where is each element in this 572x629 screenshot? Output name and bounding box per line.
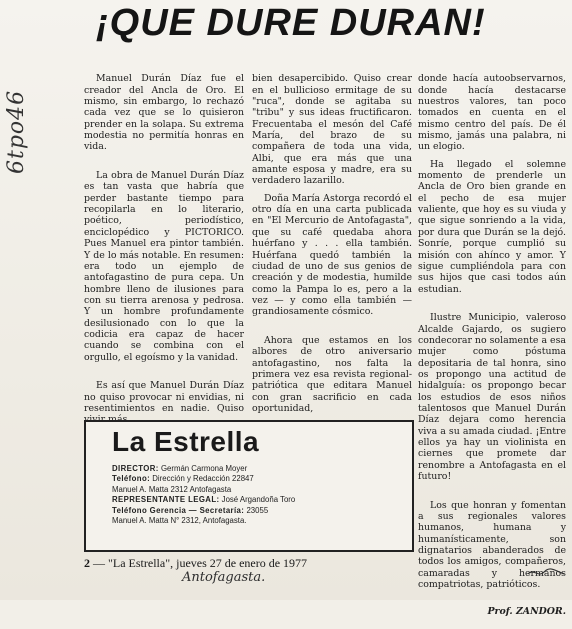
page-number: 2 [84,556,90,570]
handwritten-city-note: Antofagasta. [182,570,266,585]
headline: ¡QUE DURE DURAN! [96,2,486,44]
article-column-2 [252,62,412,426]
paragraph: Los que honran y fomentan a sus regionales valores humanos, humana y humanísticamente, son dignatarios abanderados de todos los amigos, compañeros, camaradas y hermanos compatriotas, patrióticos. [418,499,566,591]
page-dateline [84,556,414,571]
scribble-mark-icon [526,566,566,580]
newspaper-masthead-box [84,420,414,552]
masthead-line: REPRESENTANTE LEGAL: José Argandoña Toro [112,495,296,505]
newspaper-logo: La Estrella [112,426,260,457]
masthead-line: DIRECTOR: Germán Carmona Moyer [112,464,248,473]
paragraph: Ha llegado el solemne momento de prenderle un Ancla de Oro bien grande en el pecho de esa mujer valiente, que hoy es su viuda y que sigue sonriendo a la vida, por dura que Durán se la dejó. Sonríe, porque cumplió su misión con ahínco y amor. Y sigue cumpliéndola para con sus hijos que casi todos aún estudian. [418,158,566,295]
paragraph: Es así que Manuel Durán Díaz no quiso provocar ni envidias, ni resentimientos en nadie. Quiso [84,380,244,414]
article-column-1 [84,62,244,437]
handwritten-margin-note: 6tpo46 [4,89,29,174]
paragraph: La obra de Manuel Durán Díaz es tan vasta que habría que perder bastante tiempo para recopilarla en lo literario, poético, periodístico, enciclopédico y PICTORICO. Pues Manuel era pintor también. Y de lo más notable. En resumen: era todo un ejemplo de antofagastino de pura cepa. Un hombre lleno de ilusiones para con su tierra arenosa y pedrosa. Y un hombre profundamente desilusionado con lo que la codicia era capaz de hacer cuando se combina con el orgullo, el egoísmo y la vanidad. [84,170,244,363]
paragraph: bien desapercibido. Quiso crear en el bullicioso ermitage de su "ruca", donde se agitaba su "tribu" y sus ideas fructificaron. Frecuentaba el mesón del Café María, del brazo de su compañera de toda una vida, Albi, que era más que una amante esposa y madre, era su verdadero lazarillo. [252,73,412,187]
paragraph: donde hacía autoobservarnos, donde hacía destacarse nuestros valores, tan poco tomados en cuenta en el mismo centro del país. De él mismo, jamás una palabra, ni un elogio. [418,73,566,153]
paragraph: Ilustre Municipio, valeroso Alcalde Gajardo, os sugiero condecorar no solamente a esa mujer como póstuma depositaria de tal honra, sino os propongo una actitud de hidalguía: os propongo becar los estudios de esos niños talentosos que Manuel Durán Díaz dejara como herencia viva a su amada ciudad. ¡Entre ellos ya hay un violinista en ciernes que promete dar renombre a Antofagasta en el futuro! [418,312,566,483]
masthead-info [112,464,412,526]
paragraph: Doña María Astorga recordó el otro día en una carta publicada en "El Mercurio de Antofagasta", que su café quedaba ahora huérfano y . . . ella también. Huérfana quedó también la ciudad de uno de sus genios de creación y de modestia, humilde como la Pampa lo es, pero a la vez — y como ella también — grandiosamente cósmico. [252,192,412,318]
masthead-line: Teléfono Gerencia — Secretaría: 23055 [112,505,269,515]
author-signature: Prof. ZANDOR. [487,605,566,617]
article-column-3 [418,62,566,629]
paragraph: Ahora que estamos en los albores de otro aniversario antofagastino, nos falta la primera vez esa revista regional-patriótica que editara Manuel con gran sacrificio en cada oportunidad, [252,334,412,414]
paragraph: Manuel Durán Díaz fue el creador del Ancla de Oro. El mismo, sin embargo, lo rechazó cada vez que se lo quisieron prender en la solapa. Su extrema modestia no permitía honras en vida. [84,73,244,153]
masthead-line: Teléfono: Dirección y Redacción 22847 [112,474,254,484]
dateline: — "La Estrella", jueves 27 de enero de 1977 [93,556,308,570]
masthead-line: Manuel A. Matta 2312 Antofagasta [112,484,232,494]
masthead-line: Manuel A. Matta N° 2312, Antofagasta. [112,516,247,526]
